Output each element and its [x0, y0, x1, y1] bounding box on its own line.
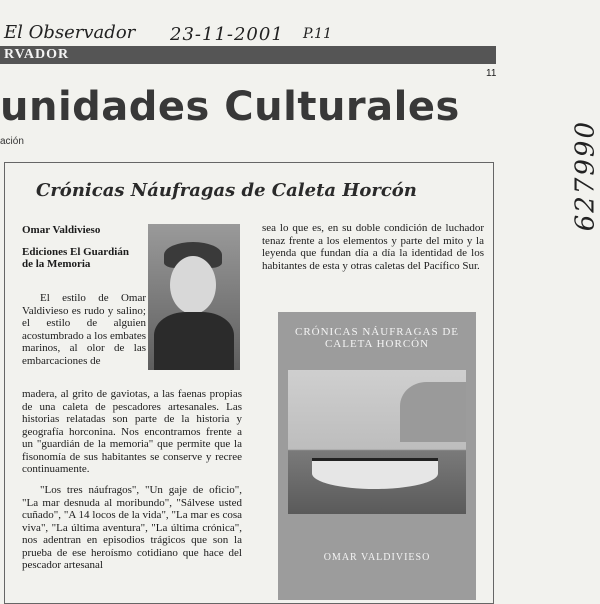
article-paragraph-1b: madera, al grito de gaviotas, a las faenas propias de una caleta de pescadores artesanales. Las historias relatadas son parte de la historia y geografía horconina. Nos encontramos frente a un "guardián de la memoria" que permite que la fisonomía de sus habitantes se conserve y recree continuamente.: [22, 388, 242, 475]
article-paragraph-1a: El estilo de Omar Valdivieso es rudo y salino; el estilo de alguien acostumbrado a los embates marinos, al olor de las embarcaciones de: [22, 292, 146, 367]
handwritten-page: P.11: [303, 26, 332, 42]
book-author-byline: Omar Valdivieso: [22, 224, 101, 236]
publisher-line: Ediciones El Guardián de la Memoria: [22, 246, 129, 270]
book-cover-image: [278, 312, 476, 600]
section-bar: RVADOR: [0, 46, 496, 64]
article-paragraph-2: "Los tres náufragos", "Un gaje de oficio", "La mar desnuda al moribundo", "Sálvese usted cuñado", "A 14 locos de la vida", "La mar es cosa viva", "La última aventura", "La última crónica", nos adentran en episodios trágicos que son la prueba de ese heroísmo cotidiano que hace del pescador artesanal: [22, 484, 242, 571]
author-photo: [148, 224, 240, 370]
article-paragraph-3: sea lo que es, en su doble condición de luchador tenaz frente a los elementos y parte del mito y la leyenda que fundan día a día la identidad de los habitantes de esta y otras caletas del Pacífico Sur.: [262, 222, 484, 272]
book-cover-illustration: [288, 370, 466, 514]
handwritten-paper-name: El Observador: [4, 22, 136, 43]
handwritten-archive-number: 627990: [570, 120, 600, 232]
book-cover-author: OMAR VALDIVIESO: [323, 552, 431, 563]
section-subtitle: ación: [0, 136, 24, 147]
handwritten-date: 23-11-2001: [170, 24, 284, 45]
section-title: unidades Culturales: [0, 84, 460, 130]
book-cover-title: CRÓNICAS NÁUFRAGAS DE CALETA HORCÓN: [294, 326, 460, 350]
article-headline: Crónicas Náufragas de Caleta Horcón: [36, 180, 417, 201]
page-number: 11: [486, 68, 497, 79]
